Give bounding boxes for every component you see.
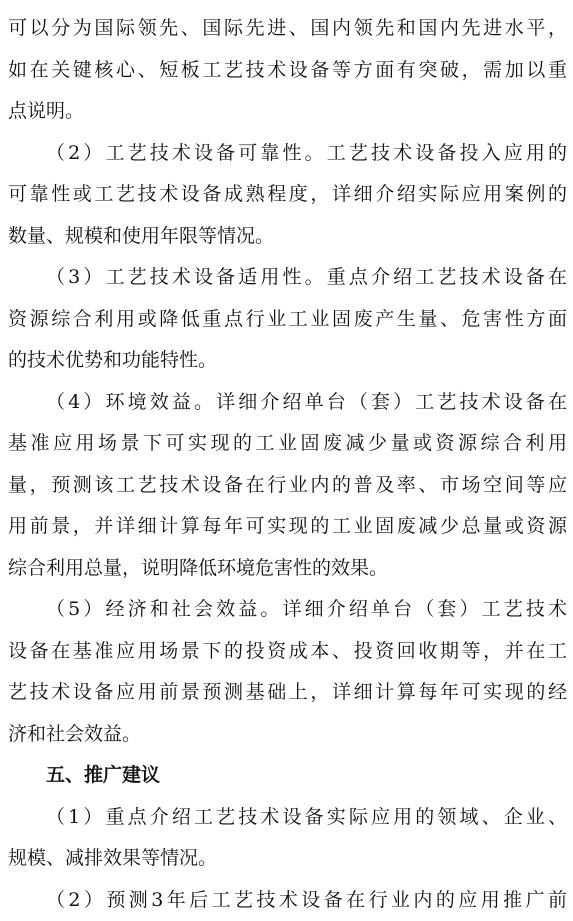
paragraph-first-line: （2）工艺技术设备可靠性。工艺技术设备投入应用的 bbox=[8, 133, 567, 175]
document-body bbox=[8, 8, 567, 921]
text-line: 如在关键核心、短板工艺技术设备等方面有突破，需加以重 bbox=[8, 50, 567, 92]
text-line: 艺技术设备应用前景预测基础上，详细计算每年可实现的经 bbox=[8, 672, 567, 714]
text-line: 规模、减排效果等情况。 bbox=[8, 838, 567, 880]
text-line: 点说明。 bbox=[8, 91, 567, 133]
paragraph-first-line: （1）重点介绍工艺技术设备实际应用的领域、企业、 bbox=[8, 797, 567, 839]
text-line: 基准应用场景下可实现的工业固废减少量或资源综合利用 bbox=[8, 423, 567, 465]
section-heading: 五、推广建议 bbox=[8, 755, 567, 797]
paragraph-first-line: （5）经济和社会效益。详细介绍单台（套）工艺技术 bbox=[8, 589, 567, 631]
text-line: 的技术优势和功能特性。 bbox=[8, 340, 567, 382]
text-line: 资源综合利用或降低重点行业工业固废产生量、危害性方面 bbox=[8, 299, 567, 341]
text-line: 设备在基准应用场景下的投资成本、投资回收期等，并在工 bbox=[8, 631, 567, 673]
text-line: 济和社会效益。 bbox=[8, 714, 567, 756]
paragraph-first-line: （4）环境效益。详细介绍单台（套）工艺技术设备在 bbox=[8, 382, 567, 424]
text-line: 综合利用总量，说明降低环境危害性的效果。 bbox=[8, 548, 567, 590]
paragraph-first-line: （2）预测3年后工艺技术设备在行业内的应用推广前 bbox=[8, 880, 567, 921]
text-line: 可靠性或工艺技术设备成熟程度，详细介绍实际应用案例的 bbox=[8, 174, 567, 216]
text-line: 用前景，并详细计算每年可实现的工业固废减少总量或资源 bbox=[8, 506, 567, 548]
text-line: 量，预测该工艺技术设备在行业内的普及率、市场空间等应 bbox=[8, 465, 567, 507]
text-line: 数量、规模和使用年限等情况。 bbox=[8, 216, 567, 258]
text-line: 可以分为国际领先、国际先进、国内领先和国内先进水平， bbox=[8, 8, 567, 50]
paragraph-first-line: （3）工艺技术设备适用性。重点介绍工艺技术设备在 bbox=[8, 257, 567, 299]
